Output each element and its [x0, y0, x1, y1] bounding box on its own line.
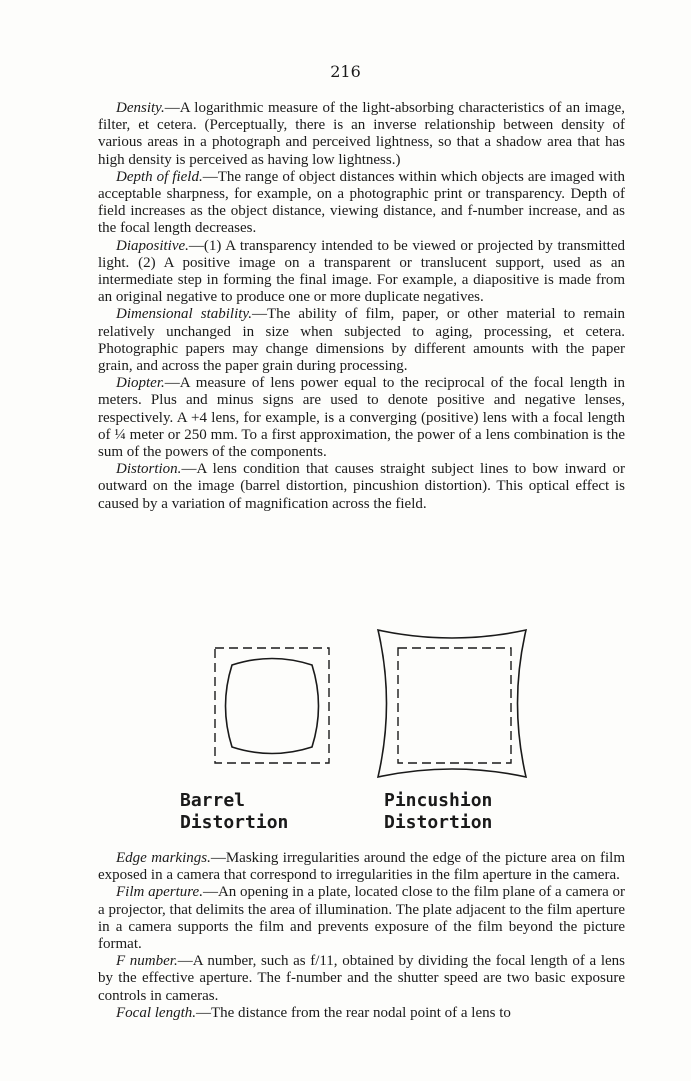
entry-term: Edge markings.	[116, 850, 211, 866]
glossary-entry	[98, 375, 625, 461]
entry-definition: —A logarithmic measure of the light-absorbing characteristics of an image, filter, et cetera. (Perceptually, there is an inverse relationship between density of various areas in a photograph and perceived lightness, so that a shadow area that has high density is perceived as having low lightness.)	[98, 100, 625, 168]
entry-term: Diapositive.	[116, 237, 189, 254]
page-number: 216	[330, 62, 361, 81]
entry-term: Distortion.	[116, 461, 182, 478]
glossary-entry	[98, 169, 625, 238]
entry-definition: —A number, such as f/11, obtained by dividing the focal length of a lens by the effective aperture. The f-number and the shutter speed are two basic exposure controls in cameras.	[98, 953, 626, 1004]
glossary-entry	[98, 953, 625, 1005]
glossary-entry	[98, 238, 625, 307]
glossary-entry	[98, 850, 625, 884]
glossary-entry	[98, 461, 625, 513]
entry-definition: —(1) A transparency intended to be viewed or projected by transmitted light. (2) A positive image on a transparent or translucent support, used as an intermediate step in forming the final image. For example, a diapositive is made from an original negative to produce one or more duplicate negatives.	[98, 237, 625, 306]
entry-definition: —The range of object distances within which objects are imaged with acceptable sharpness, for example, on a photographic print or transparency. Depth of field increases as the object distance, viewing distance, and f-number increase, and as the focal length decreases.	[98, 168, 625, 237]
entry-definition: —An opening in a plate, located close to the film plane of a camera or a projector, that delimits the area of illumination. The plate adjacent to the film aperture in a camera supports the film and prevents exposure of the film beyond the picture format.	[98, 884, 625, 953]
glossary-entry	[98, 884, 625, 953]
distortion-figure	[0, 620, 691, 840]
pincushion-caption: Pincushion Distortion	[384, 790, 493, 833]
entry-definition: —The distance from the rear nodal point of a lens to	[195, 1004, 511, 1021]
glossary-entries-top	[98, 100, 625, 513]
glossary-entry	[98, 306, 625, 375]
entry-definition: —A measure of lens power equal to the reciprocal of the focal length in meters. Plus and minus signs are used to denote positive and negative lenses, respectively. A +4 lens, for example, is a converging (positive) lens with a focal length of ¼ meter or 250 mm. To a first approximation, the power of a lens combination is the sum of the powers of the components.	[98, 375, 625, 461]
entry-term: F number.	[116, 953, 178, 970]
glossary-entries-bottom	[98, 850, 625, 1022]
barrel-caption: Barrel Distortion	[180, 790, 289, 833]
entry-term: Diopter.	[116, 375, 165, 392]
pincushion-distorted-outline	[378, 630, 526, 777]
entry-definition: —The ability of film, paper, or other material to remain relatively unchanged in size when subjected to aging, processing, et cetera. Photographic papers may change dimensions by different amounts with the paper grain, and across the paper grain during processing.	[98, 306, 625, 375]
entry-term: Dimensional stability.	[116, 306, 253, 323]
glossary-entry	[98, 100, 625, 169]
entry-term: Density.	[116, 100, 165, 116]
entry-term: Film aperture.	[116, 884, 203, 901]
entry-term: Focal length.	[116, 1004, 196, 1021]
distortion-diagram	[0, 620, 691, 840]
entry-definition: —A lens condition that causes straight subject lines to bow inward or outward on the image (barrel distortion, pincushion distortion). This optical effect is caused by a variation of magnification across the field.	[98, 461, 625, 512]
entry-term: Depth of field.	[116, 168, 203, 185]
entry-definition: —Masking irregularities around the edge of the picture area on film exposed in a camera that correspond to irregularities in the film aperture in the camera.	[98, 850, 626, 884]
barrel-distorted-outline	[226, 659, 319, 754]
pincushion-reference-frame	[398, 648, 511, 763]
glossary-entry	[98, 1005, 625, 1022]
